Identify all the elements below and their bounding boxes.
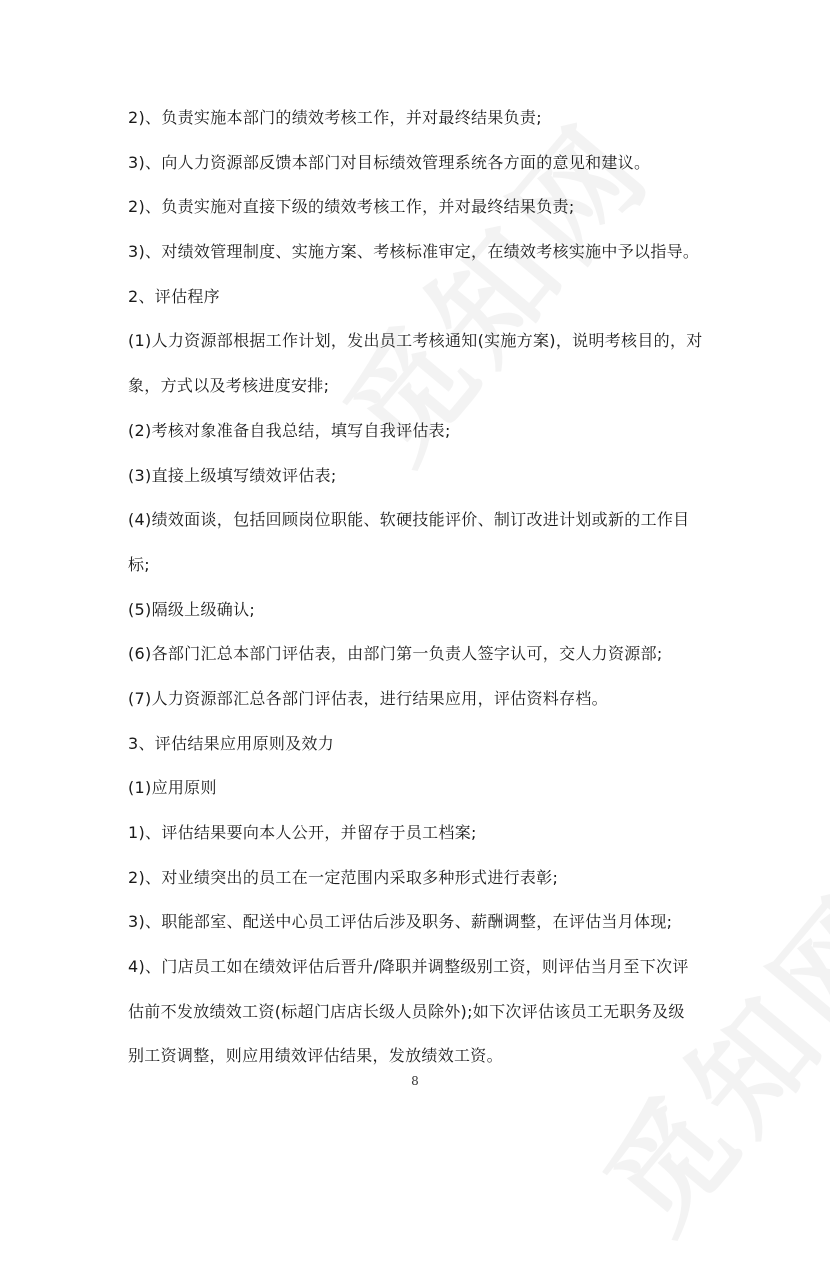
text-line: 2)、负责实施对直接下级的绩效考核工作，并对最终结果负责;	[128, 197, 575, 217]
document-body	[128, 108, 708, 1091]
text-line: 象，方式以及考核进度安排;	[128, 376, 330, 396]
text-line: 2)、负责实施本部门的绩效考核工作，并对最终结果负责;	[128, 108, 542, 127]
text-line: (5)隔级上级确认;	[128, 599, 256, 619]
text-line: 估前不发放绩效工资(标超门店店长级人员除外);如下次评估该员工无职务及级	[128, 1001, 685, 1021]
text-line: (1)人力资源部根据工作计划，发出员工考核通知(实施方案)，说明考核目的，对	[128, 331, 703, 351]
text-line: 1)、评估结果要向本人公开，并留存于员工档案;	[128, 823, 477, 842]
section-heading: 3、评估结果应用原则及效力	[128, 733, 335, 753]
text-line: (6)各部门汇总本部门评估表，由部门第一负责人签字认可，交人力资源部;	[128, 644, 663, 664]
text-line: 3)、对绩效管理制度、实施方案、考核标准审定，在绩效考核实施中予以指导。	[128, 242, 700, 262]
subsection-heading: (1)应用原则	[128, 778, 217, 798]
text-line: 4)、门店员工如在绩效评估后晋升/降职并调整级别工资，则评估当月至下次评	[128, 957, 689, 977]
text-line: 别工资调整，则应用绩效评估结果，发放绩效工资。	[128, 1046, 503, 1066]
text-line: 标;	[128, 554, 150, 574]
text-line: 3)、职能部室、配送中心员工评估后涉及职务、薪酬调整，在评估当月体现;	[128, 912, 673, 932]
text-line: (3)直接上级填写绩效评估表;	[128, 465, 337, 485]
text-line: 3)、向人力资源部反馈本部门对目标绩效管理系统各方面的意见和建议。	[128, 152, 651, 172]
text-line: 2)、对业绩突出的员工在一定范围内采取多种形式进行表彰;	[128, 867, 559, 887]
text-line: (4)绩效面谈，包括回顾岗位职能、软硬技能评价、制订改进计划或新的工作目	[128, 510, 690, 530]
section-heading: 2、评估程序	[128, 286, 220, 306]
text-line: (2)考核对象准备自我总结，填写自我评估表;	[128, 420, 451, 440]
text-line: (7)人力资源部汇总各部门评估表，进行结果应用，评估资料存档。	[128, 688, 608, 708]
page-number: 8	[411, 1074, 419, 1088]
